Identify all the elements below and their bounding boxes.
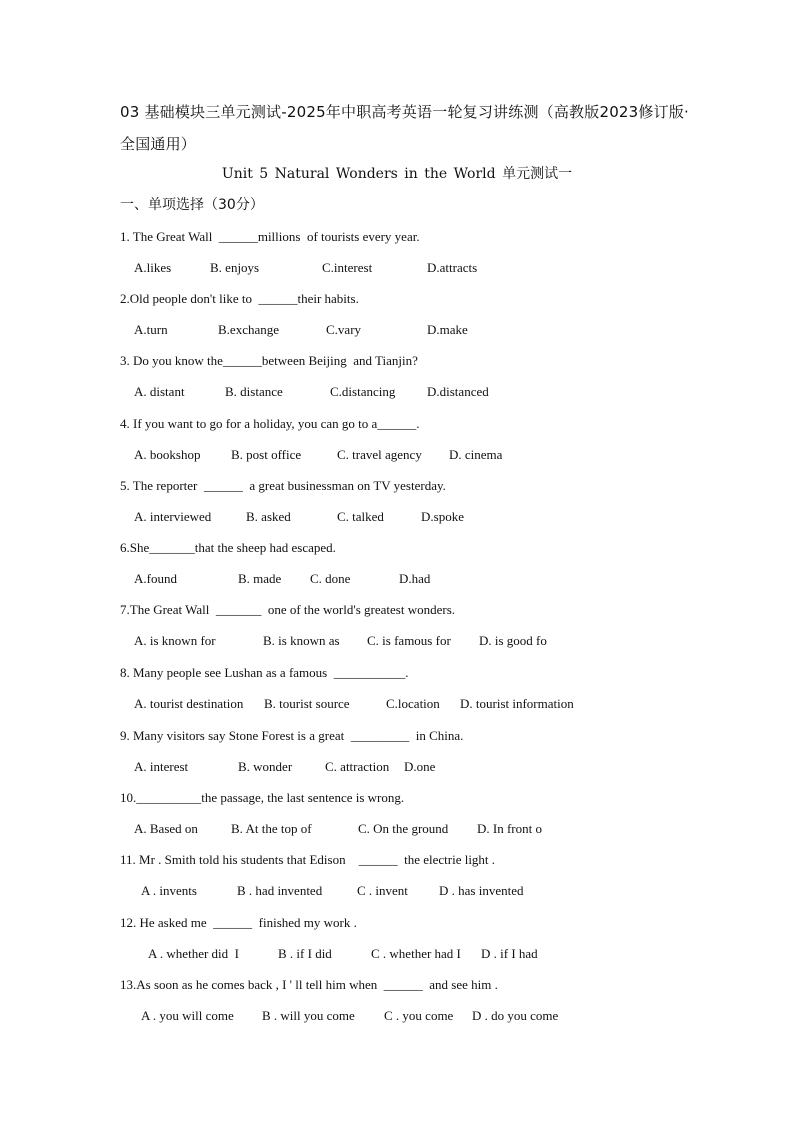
option-11-b: B . had invented (237, 883, 323, 898)
option-12-d: D . if I had (481, 946, 538, 961)
option-13-d: D . do you come (472, 1008, 559, 1023)
option-8-c: C.location (386, 696, 440, 711)
document-title: 03 基础模块三单元测试-2025年中职高考英语一轮复习讲练测（高教版2023修订版·全国通用） (120, 103, 689, 153)
question-8: 8. Many people see Lushan as a famous ___________. (120, 665, 409, 680)
question-13: 13.As soon as he comes back , I ' ll tell him when ______ and see him . (120, 977, 498, 992)
question-10: 10.__________the passage, the last sentence is wrong. (120, 790, 405, 805)
option-12-c: C . whether had I (371, 946, 461, 961)
option-8-b: B. tourist source (264, 696, 350, 711)
unit-subtitle: Unit 5 Natural Wonders in the World 单元测试一 (221, 166, 573, 182)
option-6-c: C. done (310, 571, 351, 586)
option-13-c: C . you come (384, 1008, 454, 1023)
option-10-c: C. On the ground (358, 821, 449, 836)
option-7-b: B. is known as (263, 633, 340, 648)
option-10-d: D. In front o (477, 821, 542, 836)
option-3-a: A. distant (134, 384, 185, 399)
option-5-a: A. interviewed (134, 509, 212, 524)
question-12: 12. He asked me ______ finished my work . (120, 915, 357, 930)
option-11-d: D . has invented (439, 883, 524, 898)
option-4-d: D. cinema (449, 447, 503, 462)
option-8-d: D. tourist information (460, 696, 574, 711)
question-6: 6.She_______that the sheep had escaped. (120, 540, 336, 555)
question-3: 3. Do you know the______between Beijing and Tianjin? (120, 353, 418, 368)
option-5-b: B. asked (246, 509, 291, 524)
option-2-a: A.turn (134, 322, 168, 337)
option-5-c: C. talked (337, 509, 384, 524)
question-2: 2.Old people don't like to ______their habits. (120, 291, 359, 306)
option-1-b: B. enjoys (210, 260, 260, 275)
question-11: 11. Mr . Smith told his students that Edison ______ the electrie light . (120, 852, 496, 867)
option-4-c: C. travel agency (337, 447, 422, 462)
question-4: 4. If you want to go for a holiday, you can go to a______. (120, 416, 420, 431)
option-1-c: C.interest (322, 260, 373, 275)
option-4-b: B. post office (231, 447, 302, 462)
question-9: 9. Many visitors say Stone Forest is a great _________ in China. (120, 728, 464, 743)
option-8-a: A. tourist destination (134, 696, 244, 711)
option-7-c: C. is famous for (367, 633, 451, 648)
option-11-c: C . invent (357, 883, 408, 898)
option-2-c: C.vary (326, 322, 362, 337)
option-3-b: B. distance (225, 384, 283, 399)
option-3-d: D.distanced (427, 384, 489, 399)
option-9-c: C. attraction (325, 759, 390, 774)
option-2-b: B.exchange (218, 322, 280, 337)
option-9-b: B. wonder (238, 759, 293, 774)
option-13-b: B . will you come (262, 1008, 355, 1023)
option-11-a: A . invents (141, 883, 197, 898)
option-3-c: C.distancing (330, 384, 396, 399)
option-5-d: D.spoke (421, 509, 464, 524)
section-heading: 一、单项选择（30分） (120, 197, 264, 213)
option-13-a: A . you will come (141, 1008, 234, 1023)
option-9-d: D.one (404, 759, 436, 774)
option-10-b: B. At the top of (231, 821, 312, 836)
option-12-a: A . whether did I (148, 946, 239, 961)
option-7-d: D. is good fo (479, 633, 547, 648)
option-1-d: D.attracts (427, 260, 478, 275)
option-7-a: A. is known for (134, 633, 216, 648)
option-9-a: A. interest (134, 759, 189, 774)
option-12-b: B . if I did (278, 946, 332, 961)
question-7: 7.The Great Wall _______ one of the world's greatest wonders. (120, 602, 455, 617)
option-6-b: B. made (238, 571, 282, 586)
option-1-a: A.likes (134, 260, 172, 275)
option-10-a: A. Based on (134, 821, 198, 836)
option-2-d: D.make (427, 322, 468, 337)
question-1: 1. The Great Wall ______millions of tourists every year. (120, 229, 420, 244)
option-6-a: A.found (134, 571, 177, 586)
option-4-a: A. bookshop (134, 447, 201, 462)
question-5: 5. The reporter ______ a great businessman on TV yesterday. (120, 478, 446, 493)
option-6-d: D.had (399, 571, 431, 586)
